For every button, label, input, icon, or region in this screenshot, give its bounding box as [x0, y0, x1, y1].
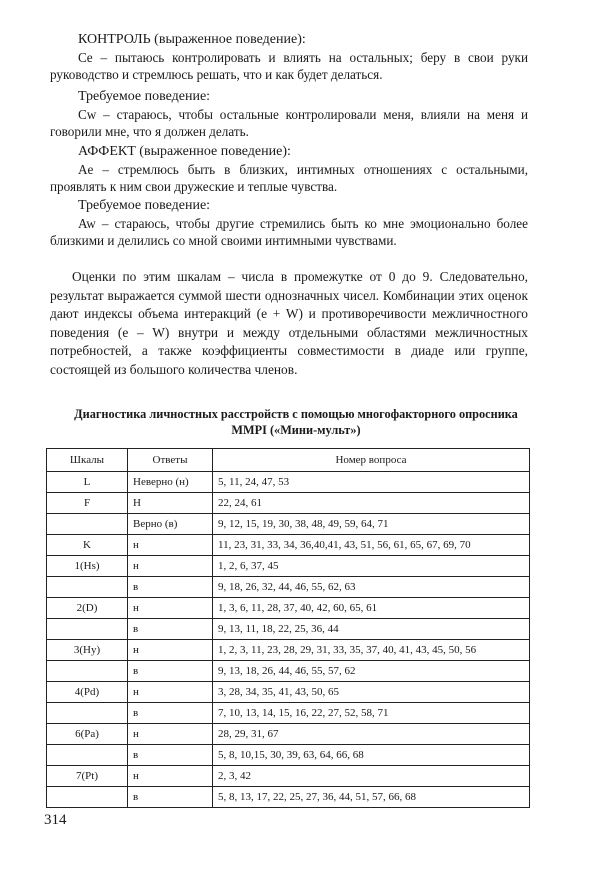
- cell-questions: 9, 12, 15, 19, 30, 38, 48, 49, 59, 64, 71: [213, 514, 530, 535]
- table-row: [47, 577, 530, 598]
- cell-answer: в: [128, 745, 213, 766]
- cell-questions: 9, 13, 18, 26, 44, 46, 55, 57, 62: [213, 661, 530, 682]
- cell-scale: 7(Pt): [47, 766, 128, 787]
- cell-questions: 1, 3, 6, 11, 28, 37, 40, 42, 60, 65, 61: [213, 598, 530, 619]
- cell-scale: 3(Hy): [47, 640, 128, 661]
- table-row: [47, 787, 530, 808]
- table-row: [47, 493, 530, 514]
- header-scales: Шкалы: [47, 449, 128, 472]
- cell-questions: 9, 13, 11, 18, 22, 25, 36, 44: [213, 619, 530, 640]
- section-text: Ce – пытаюсь контролировать и влиять на остальных; беру в свои руки руководство и стремлюсь решать, что и как будет делаться.: [50, 49, 528, 83]
- section-affect-expressed: [50, 143, 528, 196]
- cell-scale: [47, 661, 128, 682]
- body-paragraph: Оценки по этим шкалам – числа в промежутке от 0 до 9. Следовательно, результат выражается суммой шести однозначных чисел. Комбинации этих оценок дают индексы объема интеракций (e + W) и противоречивости межличностного поведения (e – W) внутри и между отдельными областями межличностных потребностей, а также коэффициенты совместимости в диаде или группе, состоящей из большого количества членов.: [50, 269, 528, 377]
- table-row: [47, 703, 530, 724]
- table-row: [47, 514, 530, 535]
- cell-scale: [47, 745, 128, 766]
- table-row: [47, 619, 530, 640]
- cell-scale: [47, 787, 128, 808]
- table-row: [47, 640, 530, 661]
- section-heading: АФФЕКТ (выраженное поведение):: [78, 144, 291, 159]
- cell-answer: в: [128, 619, 213, 640]
- table-row: [47, 724, 530, 745]
- section-text: Cw – стараюсь, чтобы остальные контролировали меня, влияли на меня и говорили мне, что я должен делать.: [50, 106, 528, 140]
- header-answers: Ответы: [128, 449, 213, 472]
- table-row: [47, 682, 530, 703]
- cell-answer: Верно (в): [128, 514, 213, 535]
- cell-questions: 3, 28, 34, 35, 41, 43, 50, 65: [213, 682, 530, 703]
- cell-questions: 9, 18, 26, 32, 44, 46, 55, 62, 63: [213, 577, 530, 598]
- cell-questions: 28, 29, 31, 67: [213, 724, 530, 745]
- cell-scale: K: [47, 535, 128, 556]
- table-row: [47, 766, 530, 787]
- cell-scale: 1(Hs): [47, 556, 128, 577]
- cell-scale: 4(Pd): [47, 682, 128, 703]
- page-number: 314: [44, 812, 67, 828]
- cell-scale: 2(D): [47, 598, 128, 619]
- section-text: Aw – стараюсь, чтобы другие стремились быть ко мне эмоционально более близкими и делились со мной своими интимными чувствами.: [50, 215, 528, 249]
- cell-scale: [47, 577, 128, 598]
- cell-answer: в: [128, 577, 213, 598]
- cell-answer: н: [128, 556, 213, 577]
- cell-questions: 5, 8, 13, 17, 22, 25, 27, 36, 44, 51, 57, 66, 68: [213, 787, 530, 808]
- cell-answer: н: [128, 535, 213, 556]
- cell-answer: н: [128, 724, 213, 745]
- cell-answer: Н: [128, 493, 213, 514]
- cell-questions: 5, 8, 10,15, 30, 39, 63, 64, 66, 68: [213, 745, 530, 766]
- cell-answer: в: [128, 703, 213, 724]
- cell-scale: [47, 619, 128, 640]
- table-row: [47, 598, 530, 619]
- cell-scale: L: [47, 472, 128, 493]
- cell-questions: 22, 24, 61: [213, 493, 530, 514]
- table-caption: Диагностика личностных расстройств с помощью многофакторного опросника MMPI («Мини-мульт»): [74, 407, 518, 437]
- table-row: [47, 535, 530, 556]
- cell-answer: в: [128, 661, 213, 682]
- cell-questions: 1, 2, 3, 11, 23, 28, 29, 31, 33, 35, 37, 40, 41, 43, 45, 50, 56: [213, 640, 530, 661]
- cell-answer: Неверно (н): [128, 472, 213, 493]
- mmpi-table: [46, 448, 530, 808]
- cell-questions: 1, 2, 6, 37, 45: [213, 556, 530, 577]
- table-row: [47, 745, 530, 766]
- cell-answer: н: [128, 640, 213, 661]
- cell-answer: в: [128, 787, 213, 808]
- cell-answer: н: [128, 766, 213, 787]
- section-control-wanted: [50, 88, 528, 141]
- cell-answer: н: [128, 682, 213, 703]
- cell-questions: 5, 11, 24, 47, 53: [213, 472, 530, 493]
- table-row: [47, 661, 530, 682]
- section-heading: Требуемое поведение:: [78, 89, 211, 104]
- section-heading: КОНТРОЛЬ (выраженное поведение):: [78, 32, 306, 47]
- cell-scale: 6(Pa): [47, 724, 128, 745]
- cell-questions: 11, 23, 31, 33, 34, 36,40,41, 43, 51, 56, 61, 65, 67, 69, 70: [213, 535, 530, 556]
- table-row: [47, 472, 530, 493]
- cell-answer: н: [128, 598, 213, 619]
- cell-scale: [47, 703, 128, 724]
- cell-scale: F: [47, 493, 128, 514]
- cell-scale: [47, 514, 128, 535]
- cell-questions: 2, 3, 42: [213, 766, 530, 787]
- section-control-expressed: [50, 31, 528, 84]
- cell-questions: 7, 10, 13, 14, 15, 16, 22, 27, 52, 58, 71: [213, 703, 530, 724]
- table-row: [47, 556, 530, 577]
- section-text: Ae – стремлюсь быть в близких, интимных отношениях с остальными, проявлять к ним свои дружеские и теплые чувства.: [50, 161, 528, 195]
- section-heading: Требуемое поведение:: [78, 198, 211, 213]
- section-affect-wanted: [50, 197, 528, 250]
- table-header-row: [47, 449, 530, 472]
- header-question-number: Номер вопроса: [213, 449, 530, 472]
